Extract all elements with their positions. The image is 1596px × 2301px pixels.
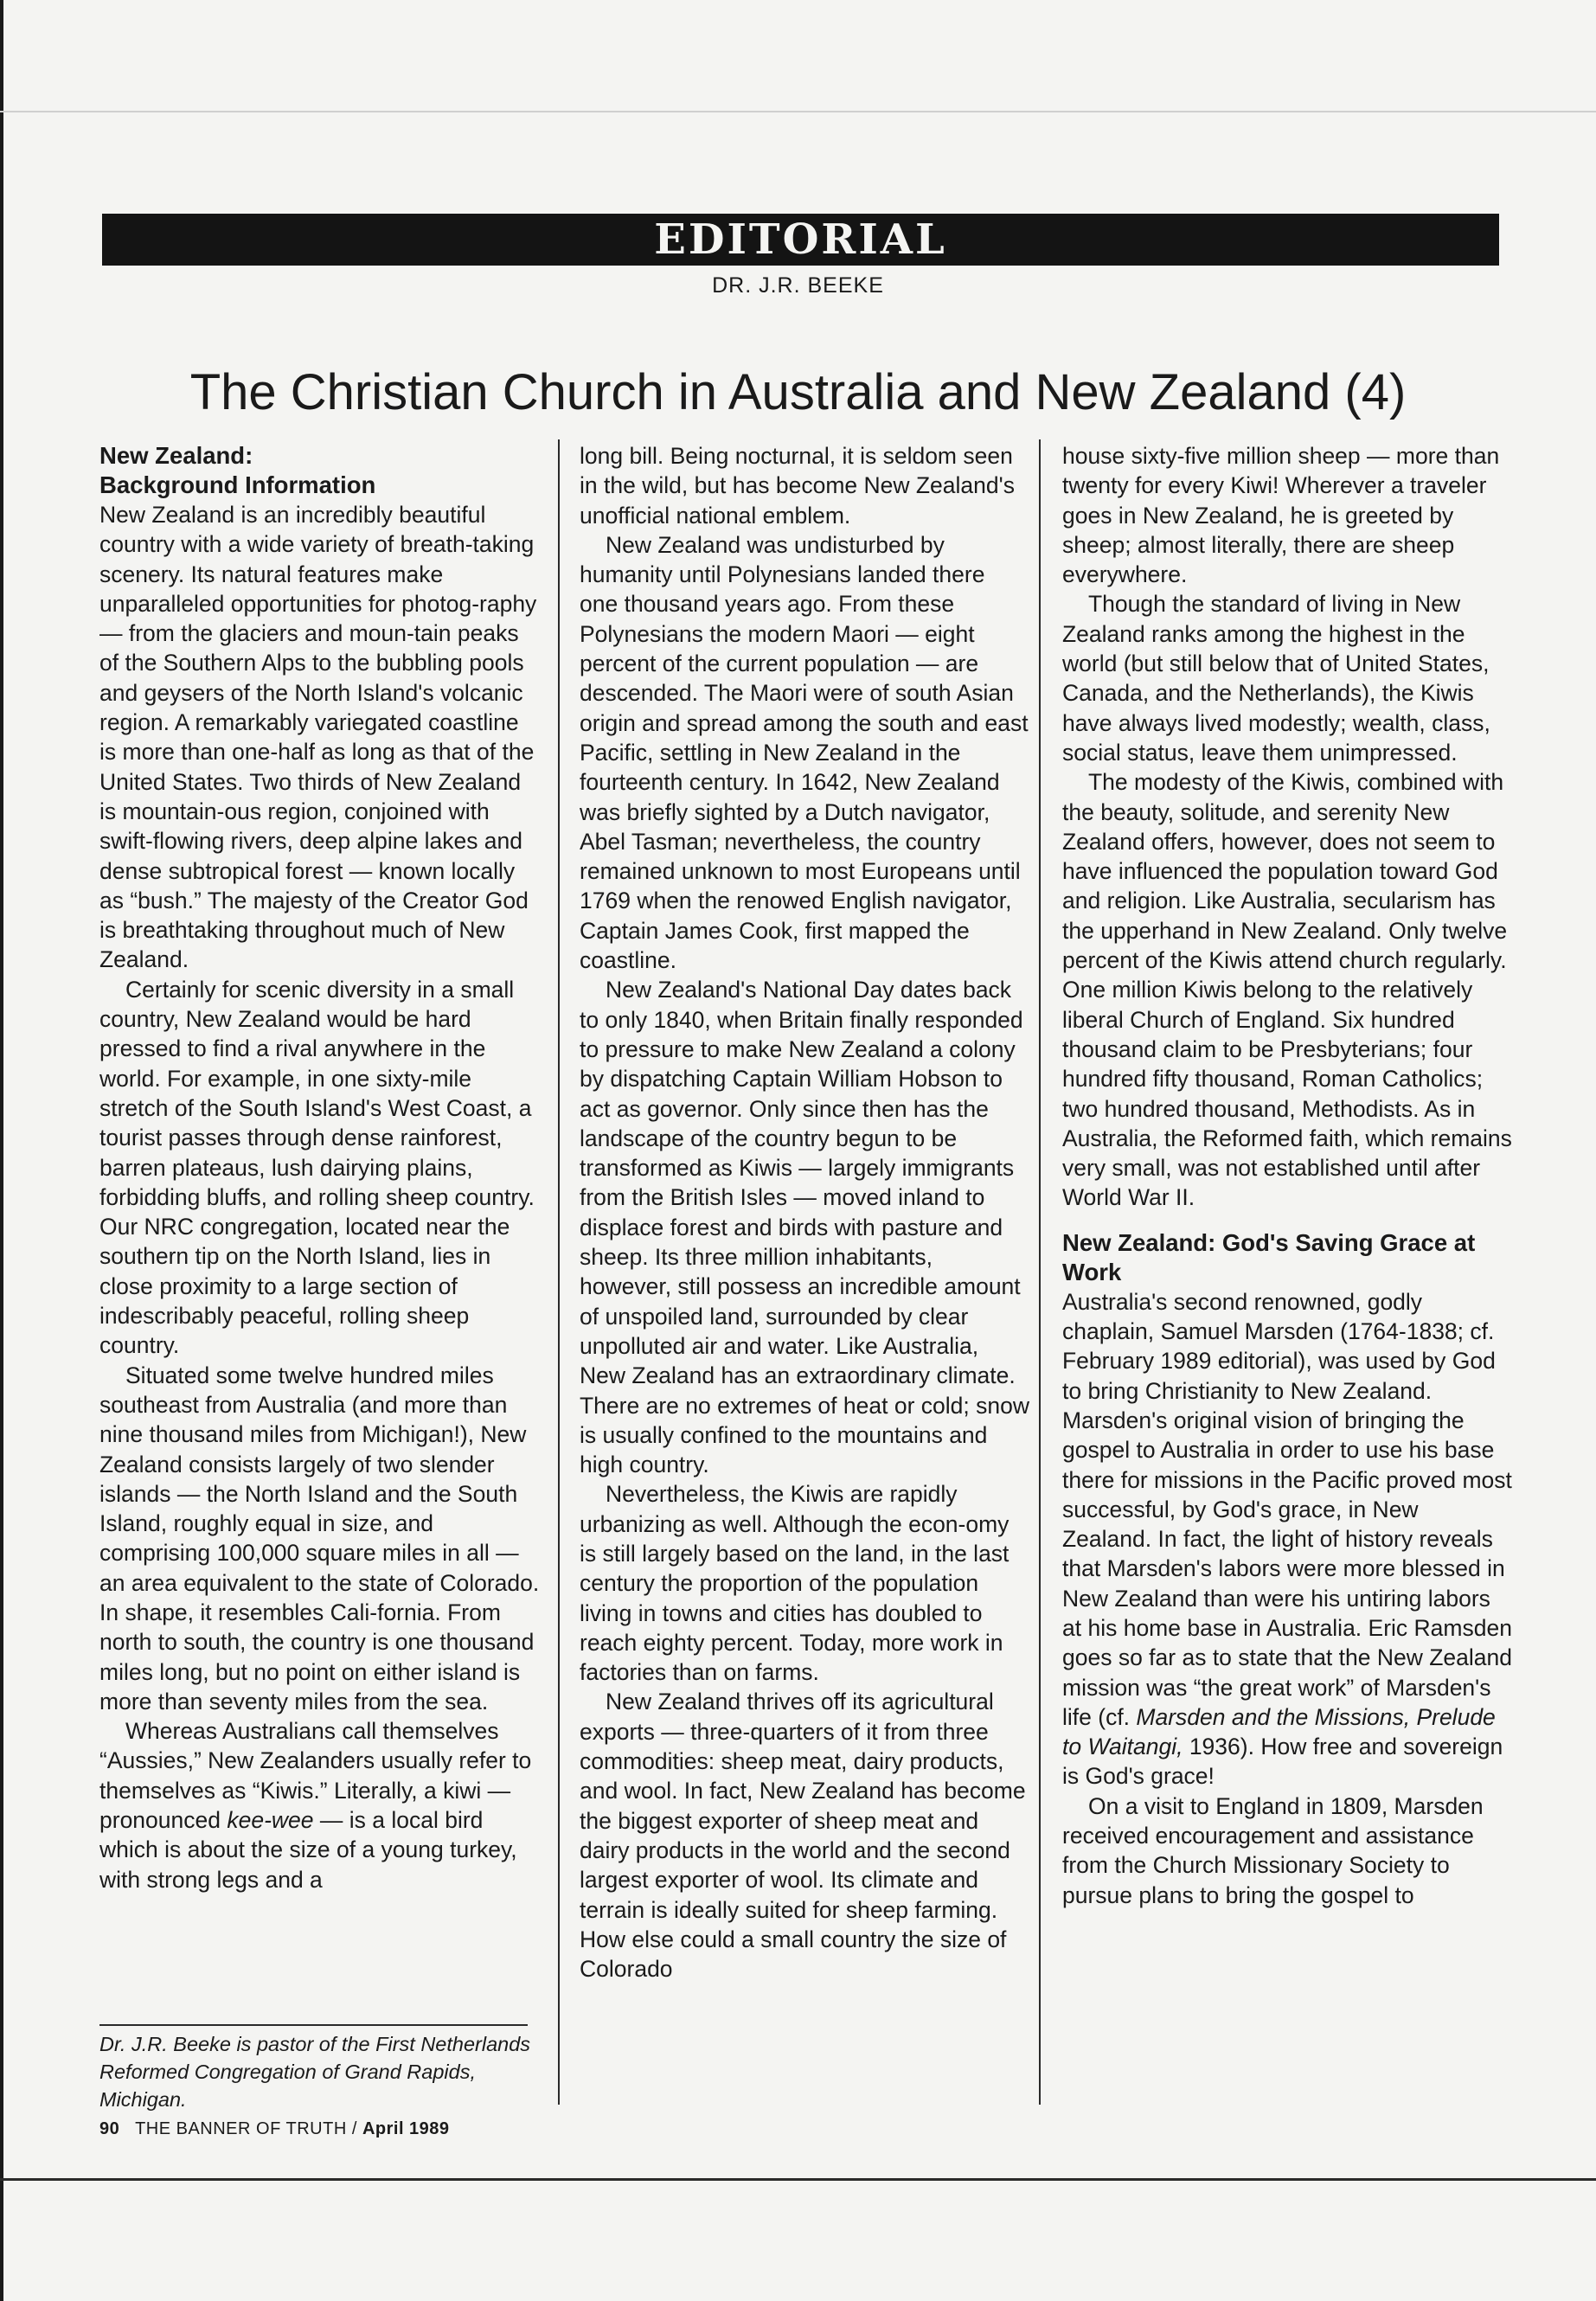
paragraph — [99, 1716, 541, 1894]
paragraph — [1062, 1287, 1512, 1791]
paragraph: Situated some twelve hundred miles southeast from Australia (and more than nine thousand miles from Michigan!), New Zealand consists largely of two slender islands — the North Island and the South Island, roughly equal in size, and comprising 100,000 square miles in all — an area equivalent to the state of Colorado. In shape, it resembles Cali-fornia. From north to south, the country is one thousand miles long, but no point on either island is more than seventy miles from the sea. — [99, 1362, 540, 1715]
paragraph: On a visit to England in 1809, Marsden received encouragement and assistance from the Church Missionary Society to pursue plans to bring the gospel to — [1062, 1792, 1484, 1908]
column-1 — [99, 441, 541, 1894]
paragraph: New Zealand was undisturbed by humanity until Polynesians landed there one thousand years ago. From these Polynesians the modern Maori — eight percent of the current population — are descended. The Maori were of south Asian origin and spread among the south and east Pacific, settling in New Zealand in the fourteenth century. In 1642, New Zealand was briefly sighted by a Dutch navigator, Abel Tasman; nevertheless, the country remained unknown to most Europeans until 1769 when the renowed English navigator, Captain James Cook, first mapped the coastline. — [580, 531, 1029, 974]
text-run: — is a local bird which is about the size of a young turkey, with strong legs and a — [99, 1807, 517, 1893]
text-run: 1936). How free and sovereign is God's grace! — [1062, 1734, 1503, 1790]
author-footnote: Dr. J.R. Beeke is pastor of the First Netherlands Reformed Congregation of Grand Rapids, Michigan. — [99, 2033, 531, 2111]
subheading-line: Background Information — [99, 471, 376, 498]
subheading-line: New Zealand: — [99, 442, 253, 469]
paragraph: Certainly for scenic diversity in a small country, New Zealand would be hard pressed to find a rival anywhere in the world. For example, in one sixty-mile stretch of the South Island's West Coast, a tourist passes through dense rainforest, barren plateaus, lush dairying plains, forbidding bluffs, and rolling sheep country. Our NRC congregation, located near the southern tip on the North Island, lies in close proximity to a large section of indescribably peaceful, rolling sheep country. — [99, 976, 535, 1359]
top-rule — [0, 111, 1596, 112]
bottom-rule — [0, 2178, 1596, 2181]
subheading-background — [99, 441, 541, 500]
paragraph: Nevertheless, the Kiwis are rapidly urbanizing as well. Although the econ-omy is still largely based on the land, in the last century the proportion of the population living in towns and cities has doubled to reach eighty percent. Today, more work in factories than on farms. — [580, 1481, 1010, 1686]
column-divider — [558, 439, 560, 2105]
column-2 — [580, 441, 1029, 1984]
page-edge — [0, 0, 3, 2301]
page-number: 90 — [99, 2119, 120, 2138]
text-run: Australia's second renowned, godly chaplain, Samuel Marsden (1764-1838; cf. February 1989 editorial), was used by God to bring Christianity to New Zealand. Marsden's original vision of bringing the gospel to Australia in order to use his base there for missions in the Pacific proved most successful, by God's grace, in New Zealand. In fact, the light of history reveals that Marsden's labors were more blessed in New Zealand than were his untiring labors at his home base in Australia. Eric Ramsden goes so far as to state that the New Zealand mission was “the great work” of Marsden's life (cf. — [1062, 1288, 1512, 1730]
paragraph: house sixty-five million sheep — more than twenty for every Kiwi! Wherever a traveler goes in New Zealand, he is greeted by sheep; almost literally, there are sheep everywhere. — [1062, 443, 1500, 588]
footnote-rule — [99, 2024, 528, 2026]
paragraph: Though the standard of living in New Zealand ranks among the highest in the world (but still below that of United States, Canada, and the Netherlands), the Kiwis have always lived modestly; wealth, class, social status, leave them unimpressed. — [1062, 591, 1490, 766]
section-label: EDITORIAL — [654, 215, 947, 264]
paragraph: long bill. Being nocturnal, it is seldom seen in the wild, but has become New Zealand's unofficial national emblem. — [580, 443, 1015, 529]
column-3 — [1062, 441, 1512, 1910]
subheading-saving-grace: New Zealand: God's Saving Grace at Work — [1062, 1228, 1476, 1285]
article-title: The Christian Church in Australia and New Zealand (4) — [189, 364, 1407, 420]
text-run: Whereas Australians call themselves “Aussies,” New Zealanders usually refer to themselves as “Kiwis.” Literally, a kiwi — pronounced — [99, 1718, 532, 1834]
paragraph: New Zealand thrives off its agricultural exports — three-quarters of it from three commodities: sheep meat, dairy products, and wool. In fact, New Zealand has become the biggest exporter of sheep meat and dairy products in the world and the second largest exporter of wool. Its climate and terrain is ideally suited for sheep farming. How else could a small country the size of Colorado — [580, 1689, 1026, 1983]
publication-name: THE BANNER OF TRUTH / — [135, 2119, 357, 2138]
paragraph: New Zealand's National Day dates back to only 1840, when Britain finally responded to pressure to make New Zealand a colony by dispatching Captain William Hobson to act as governor. Only since then has the landscape of the country begun to be transformed as Kiwis — largely immigrants from the British Isles — moved inland to displace forest and birds with pasture and sheep. Its three million inhabitants, however, still possess an incredible amount of unspoiled land, surrounded by clear unpolluted air and water. Like Australia, New Zealand has an extraordinary climate. There are no extremes of heat or cold; snow is usually confined to the mountains and high country. — [580, 977, 1029, 1478]
page-footer — [99, 2119, 450, 2139]
byline: DR. J.R. BEEKE — [712, 273, 884, 298]
paragraph: The modesty of the Kiwis, combined with the beauty, solitude, and serenity New Zealand offers, however, does not seem to have influenced the population toward God and religion. Like Australia, secularism has the upperhand in New Zealand. Only twelve percent of the Kiwis attend church regularly. One million Kiwis belong to the relatively liberal Church of England. Six hundred thousand claim to be Presbyterians; four hundred fifty thousand, Roman Catholics; two hundred thousand, Methodists. As in Australia, the Reformed faith, which remains very small, was not established until after World War II. — [1062, 769, 1512, 1211]
paragraph: New Zealand is an incredibly beautiful country with a wide variety of breath-taking scenery. Its natural features make unparalleled opportunities for photog-raphy — from the glaciers and moun-tain peaks of the Southern Alps to the bubbling pools and geysers of the North Island's volcanic region. A remarkably variegated coastline is more than one-half as long as that of the United States. Two thirds of New Zealand is mountain-ous region, conjoined with swift-flowing rivers, deep alpine lakes and dense subtropical forest — known locally as “bush.” The majesty of the Creator God is breathtaking throughout much of New Zealand. — [99, 502, 537, 973]
italic-run: Marsden and the Missions, Prelude to Waitangi, — [1062, 1703, 1496, 1760]
issue-date: April 1989 — [362, 2119, 450, 2138]
italic-run: kee-wee — [227, 1807, 314, 1834]
section-banner — [102, 214, 1499, 266]
column-divider — [1039, 439, 1041, 2105]
